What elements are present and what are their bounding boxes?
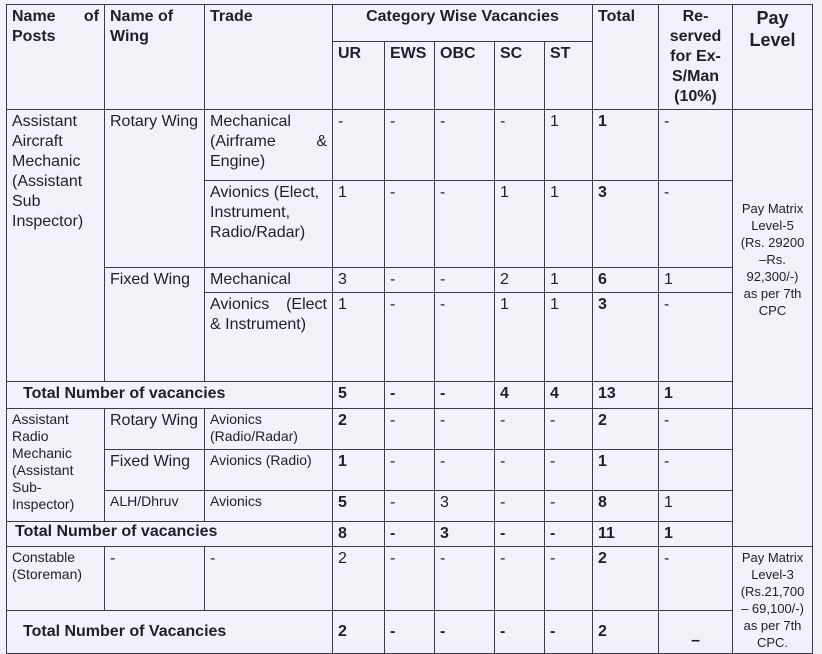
total-sc: - — [495, 610, 545, 653]
total-sc: 4 — [495, 382, 545, 409]
cell-sc: - — [495, 110, 545, 181]
total-st: 4 — [545, 382, 593, 409]
trade-cell: Avionics (Elect, Instrument, Radio/Radar) — [205, 181, 333, 268]
total-st: - — [545, 522, 593, 547]
total-sc: - — [495, 522, 545, 547]
cell-sc: - — [495, 450, 545, 491]
table-row — [7, 409, 813, 450]
cell-total: 1 — [593, 450, 659, 491]
header-cat-st: ST — [545, 42, 593, 110]
cell-ur: 5 — [333, 491, 385, 522]
total-ews: - — [385, 610, 435, 653]
cell-ews: - — [385, 450, 435, 491]
table-row — [7, 268, 813, 293]
cell-obc: - — [435, 181, 495, 268]
cell-sc: 1 — [495, 181, 545, 268]
cell-total: 1 — [593, 110, 659, 181]
table-row — [7, 547, 813, 611]
wing-name: Fixed Wing — [105, 450, 205, 491]
cell-total: 3 — [593, 293, 659, 382]
cell-ur: 3 — [333, 268, 385, 293]
cell-total: 6 — [593, 268, 659, 293]
cell-reserved: - — [659, 547, 733, 611]
header-cat-obc: OBC — [435, 42, 495, 110]
cell-st: - — [545, 409, 593, 450]
cell-total: 2 — [593, 409, 659, 450]
cell-reserved: 1 — [659, 268, 733, 293]
wing-name: Rotary Wing — [105, 409, 205, 450]
cell-total: 2 — [593, 547, 659, 611]
post-name: Constable (Storeman) — [7, 547, 105, 611]
header-reserved: Re-served for Ex-S/Man (10%) — [659, 5, 733, 110]
cell-obc: - — [435, 450, 495, 491]
cell-obc: - — [435, 110, 495, 181]
wing-name: - — [105, 547, 205, 611]
cell-sc: - — [495, 409, 545, 450]
header-row — [7, 5, 813, 42]
pay-level-cell: Pay Matrix Level-3 (Rs.21,700 – 69,100/-) as per 7th CPC. — [733, 547, 813, 654]
cell-ews: - — [385, 181, 435, 268]
total-label: Total Number of vacancies — [7, 382, 333, 409]
header-cat-ews: EWS — [385, 42, 435, 110]
cell-ews: - — [385, 293, 435, 382]
cell-obc: 3 — [435, 491, 495, 522]
wing-name: Fixed Wing — [105, 268, 205, 382]
cell-st: - — [545, 491, 593, 522]
total-label: Total Number of Vacancies — [7, 610, 333, 653]
total-label: Total Number of vacancies — [7, 522, 333, 547]
cell-sc: 2 — [495, 268, 545, 293]
total-ur: 2 — [333, 610, 385, 653]
cell-sc: - — [495, 547, 545, 611]
header-pay-level: Pay Level — [733, 5, 813, 110]
total-row — [7, 522, 813, 547]
pay-level-cell: Pay Matrix Level-5 (Rs. 29200 –Rs. 92,300/-) as per 7th CPC — [733, 110, 813, 409]
cell-obc: - — [435, 293, 495, 382]
wing-name: Rotary Wing — [105, 110, 205, 268]
cell-ur: 1 — [333, 293, 385, 382]
total-row — [7, 610, 813, 653]
cell-reserved: - — [659, 409, 733, 450]
cell-total: 3 — [593, 181, 659, 268]
total-total: 2 — [593, 610, 659, 653]
table-row — [7, 491, 813, 522]
total-ur: 5 — [333, 382, 385, 409]
cell-obc: - — [435, 409, 495, 450]
wing-name: ALH/Dhruv — [105, 491, 205, 522]
cell-obc: - — [435, 547, 495, 611]
total-reserved: – — [659, 610, 733, 653]
cell-reserved: 1 — [659, 491, 733, 522]
cell-st: 1 — [545, 293, 593, 382]
cell-st: - — [545, 450, 593, 491]
trade-cell: Avionics (Radio/Radar) — [205, 409, 333, 450]
total-total: 11 — [593, 522, 659, 547]
total-ews: - — [385, 522, 435, 547]
cell-sc: 1 — [495, 293, 545, 382]
total-total: 13 — [593, 382, 659, 409]
cell-ur: 2 — [333, 547, 385, 611]
post-name: Assistant Radio Mechanic (Assistant Sub-Inspector) — [7, 409, 105, 522]
cell-st: - — [545, 547, 593, 611]
vacancy-table — [6, 4, 813, 654]
header-cat-sc: SC — [495, 42, 545, 110]
header-trade: Trade — [205, 5, 333, 110]
total-reserved: 1 — [659, 382, 733, 409]
table-row — [7, 110, 813, 181]
trade-cell: Avionics (Elect & Instrument) — [205, 293, 333, 382]
header-name-of-posts: Name of Posts — [7, 5, 105, 110]
total-ur: 8 — [333, 522, 385, 547]
total-row — [7, 382, 813, 409]
header-cat-ur: UR — [333, 42, 385, 110]
total-obc: - — [435, 382, 495, 409]
cell-ur: 1 — [333, 181, 385, 268]
total-obc: - — [435, 610, 495, 653]
cell-st: 1 — [545, 110, 593, 181]
cell-ur: - — [333, 110, 385, 181]
trade-cell: Avionics — [205, 491, 333, 522]
cell-ur: 1 — [333, 450, 385, 491]
total-reserved: 1 — [659, 522, 733, 547]
cell-ur: 2 — [333, 409, 385, 450]
cell-sc: - — [495, 491, 545, 522]
cell-ews: - — [385, 110, 435, 181]
trade-cell: Mechanical (Airframe & Engine) — [205, 110, 333, 181]
cell-reserved: - — [659, 110, 733, 181]
cell-reserved: - — [659, 293, 733, 382]
cell-st: 1 — [545, 268, 593, 293]
cell-ews: - — [385, 268, 435, 293]
cell-obc: - — [435, 268, 495, 293]
cell-ews: - — [385, 547, 435, 611]
cell-ews: - — [385, 491, 435, 522]
header-total: Total — [593, 5, 659, 110]
table-row — [7, 450, 813, 491]
cell-ews: - — [385, 409, 435, 450]
total-obc: 3 — [435, 522, 495, 547]
trade-cell: Mechanical — [205, 268, 333, 293]
cell-total: 8 — [593, 491, 659, 522]
pay-level-blank — [733, 409, 813, 547]
cell-st: 1 — [545, 181, 593, 268]
trade-cell: Avionics (Radio) — [205, 450, 333, 491]
total-ews: - — [385, 382, 435, 409]
header-category-wise: Category Wise Vacancies — [333, 5, 593, 42]
post-name: Assistant Aircraft Mechanic (Assistant Sub Inspector) — [7, 110, 105, 382]
trade-cell: - — [205, 547, 333, 611]
total-st: - — [545, 610, 593, 653]
header-name-of-wing: Name of Wing — [105, 5, 205, 110]
cell-reserved: - — [659, 450, 733, 491]
cell-reserved: - — [659, 181, 733, 268]
